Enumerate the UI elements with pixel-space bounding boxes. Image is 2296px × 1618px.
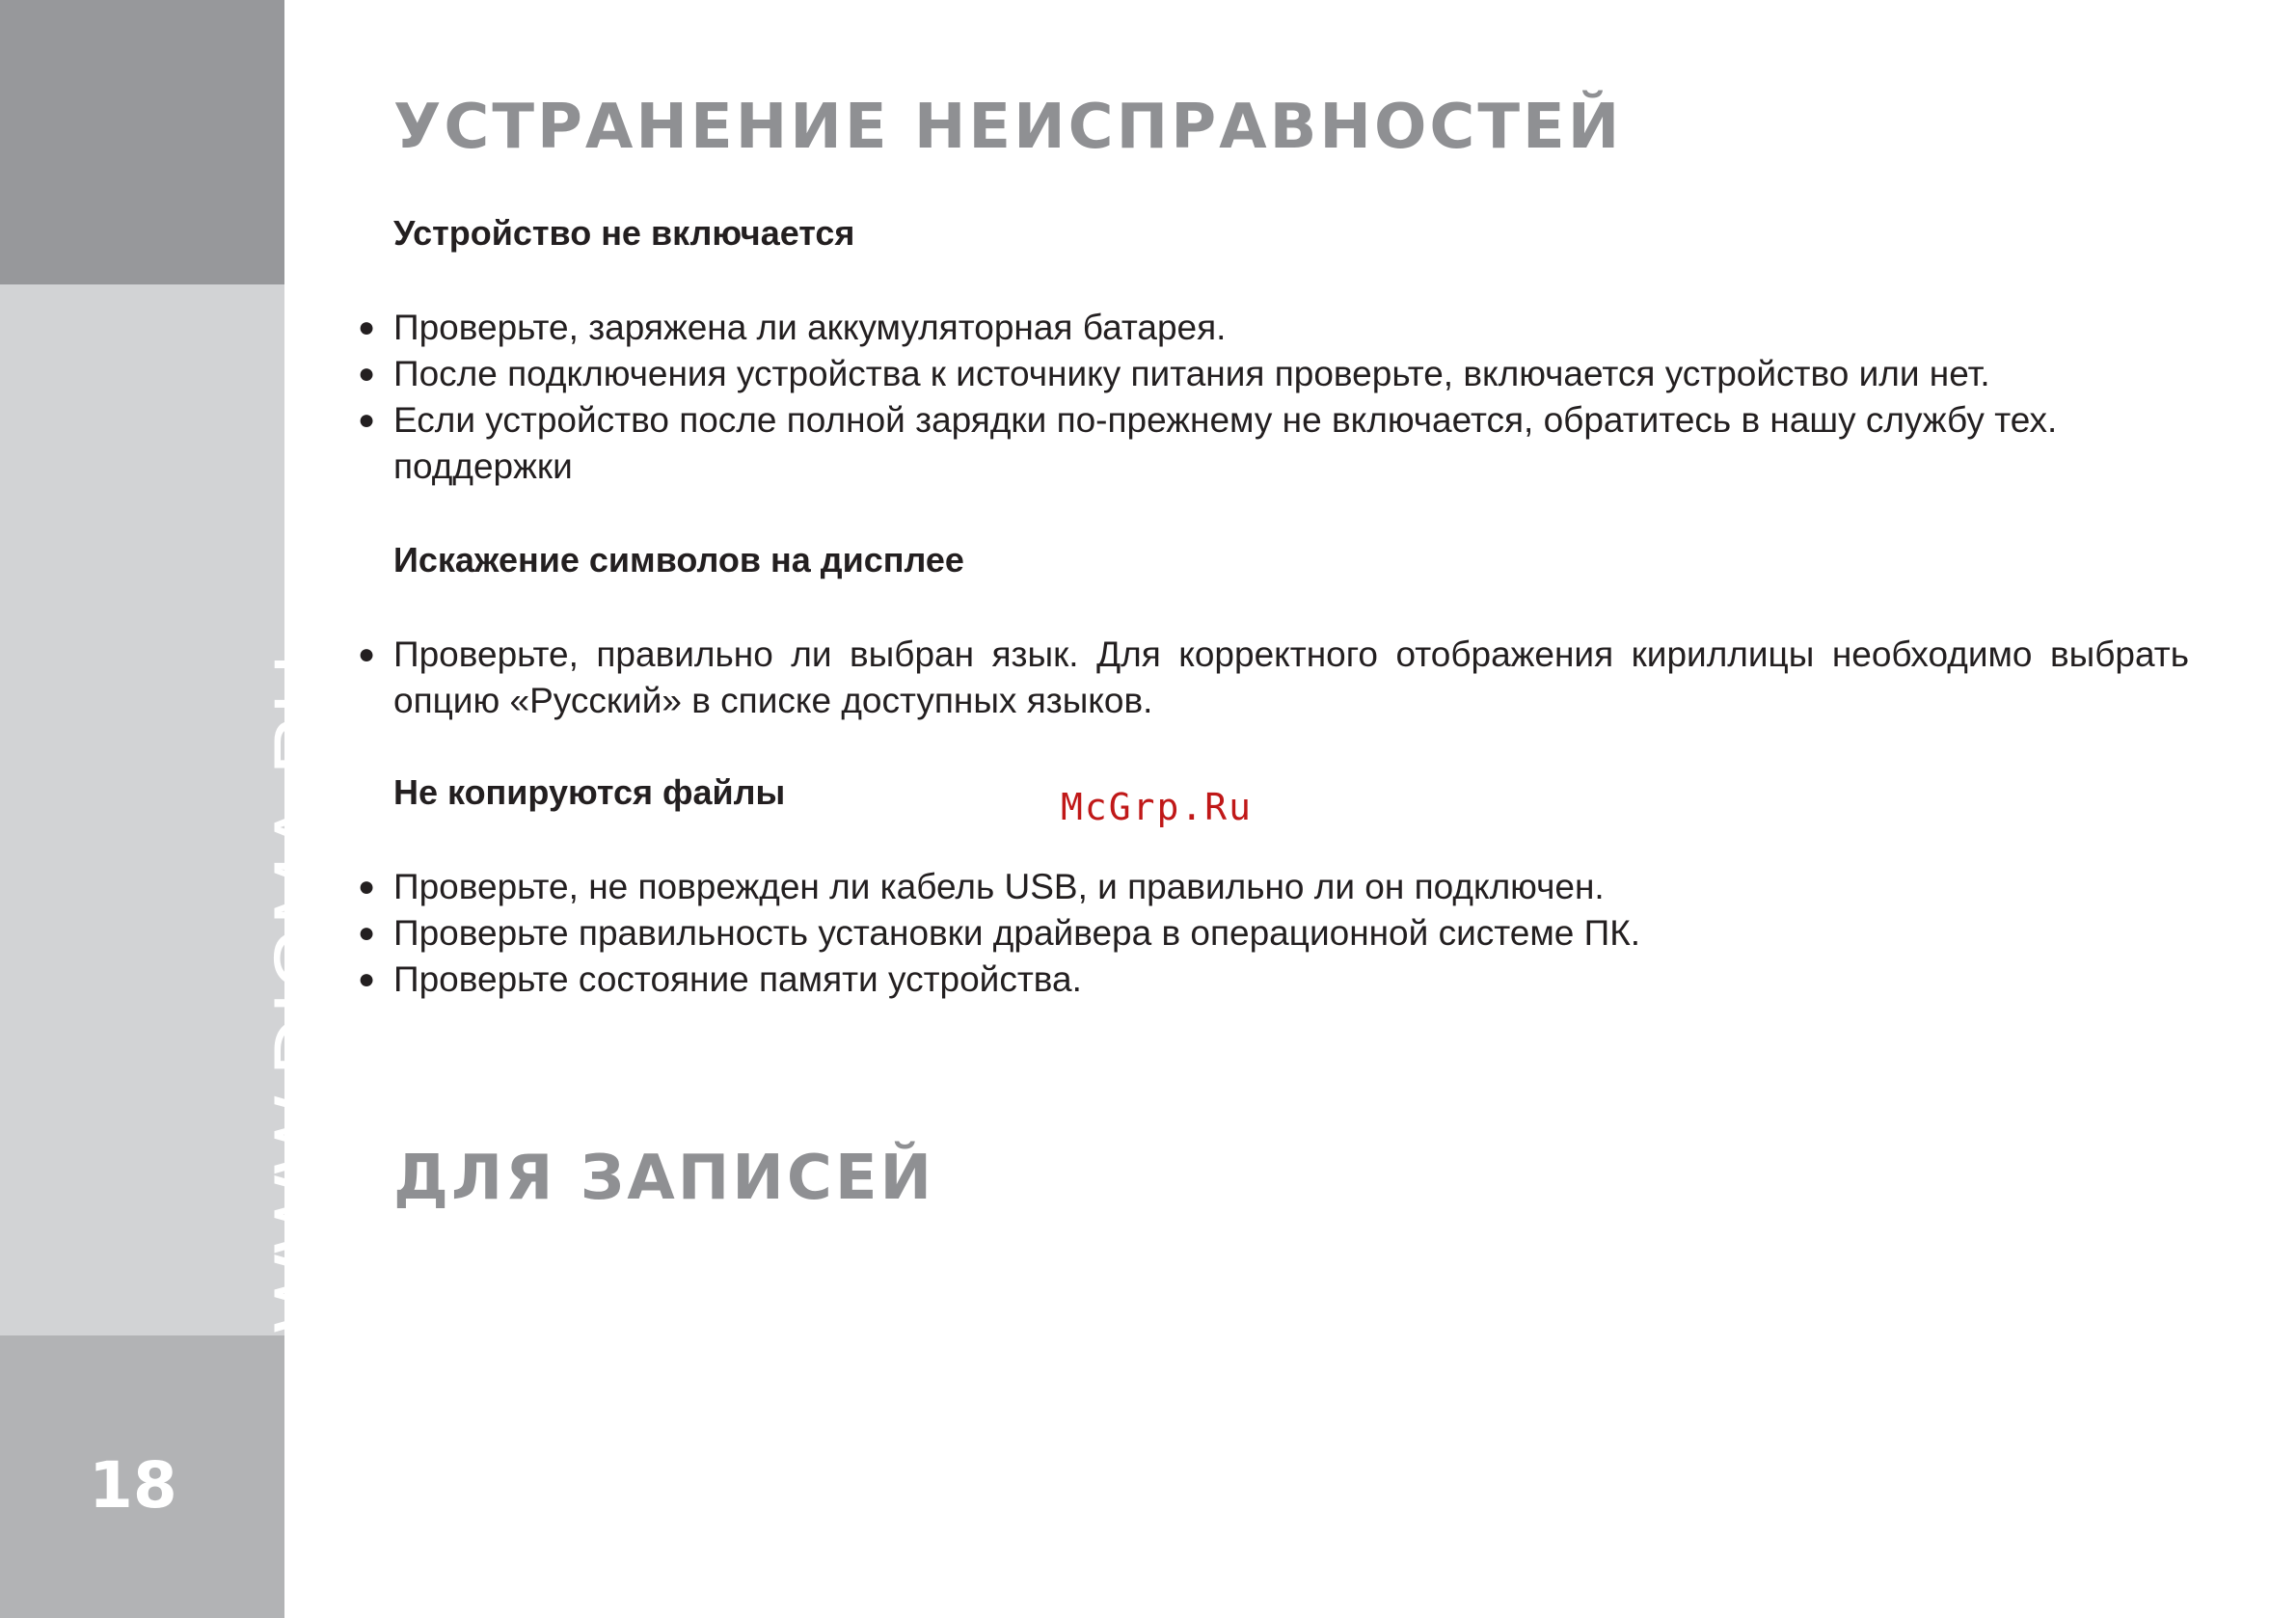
bullet-icon: ● — [358, 963, 376, 995]
bullet-list-no-power — [358, 305, 2189, 490]
list-item: ● Проверьте, правильно ли выбран язык. Для корректного отображения кириллицы необходимо выбрать опцию «Русский» в списке доступных языков. — [393, 632, 2189, 724]
section-heading-files: Не копируются файлы — [393, 772, 786, 812]
bullet-list-files — [358, 864, 2189, 1003]
bullet-list-display — [358, 632, 2189, 724]
page-title: УСТРАНЕНИЕ НЕИСПРАВНОСТЕЙ — [393, 92, 1623, 163]
bullet-icon: ● — [358, 404, 376, 436]
list-item: ● Проверьте состояние памяти устройства. — [393, 957, 2189, 1003]
bullet-icon: ● — [358, 358, 376, 390]
list-item: ● Проверьте, заряжена ли аккумуляторная батарея. — [393, 305, 2189, 351]
watermark: McGrp.Ru — [1061, 786, 1254, 828]
list-item: ● Если устройство после полной зарядки по-прежнему не включается, обратитесь в нашу службу тех. поддержки — [393, 397, 2189, 490]
page-number: 18 — [89, 1448, 177, 1523]
sidebar-middle-block — [0, 284, 284, 1335]
list-item: ● После подключения устройства к источнику питания проверьте, включается устройство или нет. — [393, 351, 2189, 397]
notes-title: ДЛЯ ЗАПИСЕЙ — [393, 1143, 935, 1214]
list-item: ● Проверьте правильность установки драйвера в операционной системе ПК. — [393, 910, 2189, 957]
section-heading-no-power: Устройство не включается — [393, 213, 855, 253]
section-heading-display: Искажение символов на дисплее — [393, 540, 964, 580]
sidebar-top-block — [0, 0, 284, 284]
bullet-icon: ● — [358, 311, 376, 343]
bullet-icon: ● — [358, 871, 376, 903]
bullet-icon: ● — [358, 638, 376, 670]
bullet-icon: ● — [358, 917, 376, 949]
site-url: WWW.DIGMA.RU — [257, 653, 350, 1333]
sidebar — [0, 0, 350, 1618]
list-item: ● Проверьте, не поврежден ли кабель USB, и правильно ли он подключен. — [393, 864, 2189, 910]
